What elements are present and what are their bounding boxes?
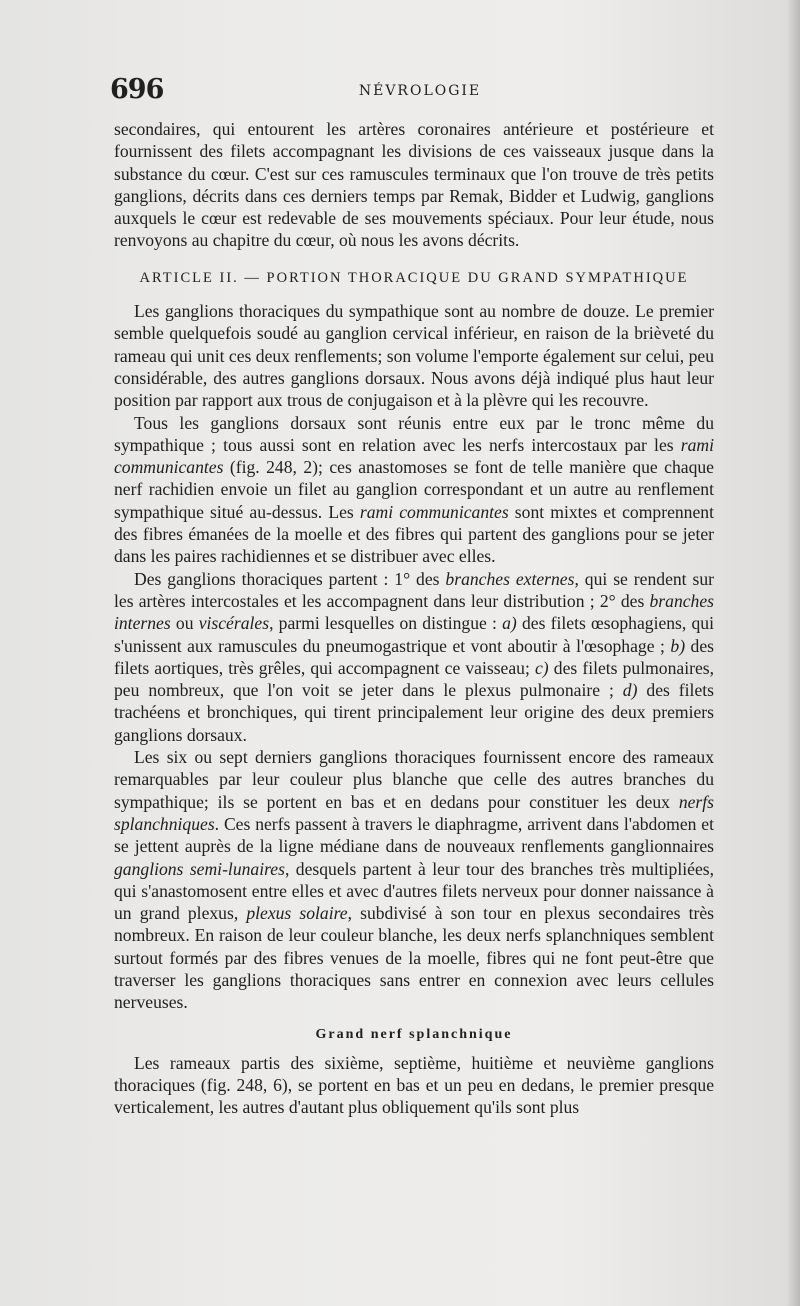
italic-term: viscérales (198, 613, 270, 634)
paragraph-6: Les rameaux partis des sixième, septième, huitième et neuvième ganglions thoraciques (fig. 248, 6), se portent en bas et un peu en dedans, le premier presque verticalement, les autres d'autant plus obliquement qu'ils sont plus (114, 1052, 714, 1118)
paragraph-3 (114, 412, 714, 568)
article-title: ARTICLE II. — PORTION THORACIQUE DU GRAND SYMPATHIQUE (139, 269, 689, 286)
paragraph-1: secondaires, qui entourent les artères coronaires antérieure et postérieure et fournissent des filets accompagnant les divisions de ces vaisseaux jusque dans la substance du cœur. C'est sur ces ramuscules terminaux que l'on trouve de très petits ganglions, décrits dans ces derniers temps par Remak, Bidder et Ludwig, ganglions auxquels le cœur est redevable de ses mouvements spéciaux. Pour leur étude, nous renvoyons au chapitre du cœur, où nous les avons décrits. (114, 119, 714, 251)
page-number: 696 (110, 74, 164, 105)
text-run: Des ganglions thoraciques partent : 1° des (134, 568, 446, 589)
text-run: sont mixtes et comprennent des fibres émanées de la moelle et des fibres qui partent des ganglions pour se jeter dans les paires rachidiennes et se distribuer avec elles. (114, 501, 714, 567)
page-edge-shadow (786, 0, 800, 1306)
text-run: , parmi lesquelles on distingue : (269, 613, 503, 634)
text-run: des filets œsophagiens, qui s'unissent aux ramuscules du pneumogastrique et vont aboutir à l'œsophage ; (114, 613, 714, 656)
list-marker: a) (502, 613, 517, 634)
text-run: Tous les ganglions dorsaux sont réunis entre eux par le tronc même du sympathique ; tous aussi sont en relation avec les nerfs intercostaux par les (114, 412, 714, 455)
text-run: ou (170, 613, 199, 634)
paragraph-5 (114, 746, 714, 1014)
text-run: , desquels partent à leur tour des branches très multipliées, qui s'anastomosent entre elles et avec d'autres filets nerveux pour donner naissance à un grand plexus, (114, 858, 714, 924)
text-run: des filets pulmonaires, peu nombreux, que l'on voit se jeter dans le plexus pulmonaire ; (114, 657, 714, 701)
text-run: , subdivisé à son tour en plexus secondaires très nombreux. En raison de leur couleur blanche, les deux nerfs splanchniques semblent surtout formés par des fibres venues de la moelle, fibres qui ne font peut-être que traverser les ganglions thoraciques sans entrer en connexion avec leurs cellules nerveuses. (114, 903, 714, 1013)
list-marker: d) (622, 680, 638, 701)
italic-term: ganglions semi-lunaires (114, 858, 285, 879)
page-body (114, 118, 714, 1119)
text-run: des filets trachéens et bronchiques, qui tirent principalement leur origine des deux premiers ganglions dorsaux. (114, 680, 714, 745)
page-header (110, 74, 730, 104)
italic-term: branches internes (114, 590, 714, 634)
text-run: , qui se rendent sur les artères intercostales et les accompagnent dans leur distribution ; 2° des (114, 568, 714, 611)
running-head: NÉVROLOGIE (358, 83, 482, 99)
italic-term: rami communicantes (359, 501, 509, 522)
paragraph-4 (114, 568, 714, 746)
list-marker: c) (534, 657, 549, 678)
italic-term: branches externes (445, 568, 575, 589)
italic-term: plexus solaire (246, 903, 348, 924)
text-run: . Ces nerfs passent à travers le diaphragme, arrivent dans l'abdomen et se jettent auprès de la ligne médiane dans de nouveaux renflements ganglionnaires (114, 813, 714, 857)
italic-term: rami communicantes (114, 434, 714, 478)
italic-term: nerfs splanchniques (114, 791, 714, 834)
paragraph-2: Les ganglions thoraciques du sympathique sont au nombre de douze. Le premier semble quelquefois soudé au ganglion cervical inférieur, en raison de la brièveté du rameau qui unit ces deux renflements; son volume l'emporte également sur celui, peu considérable, des autres ganglions dorsaux. Nous avons déjà indiqué plus haut leur position par rapport aux trous de conjugaison et à la plèvre qui les recouvre. (114, 301, 714, 411)
text-run: des filets aortiques, très grêles, qui accompagnent ce vaisseau; (114, 635, 714, 678)
list-marker: b) (670, 635, 686, 656)
text-run: (fig. 248, 2); ces anastomoses se font de telle manière que chaque nerf rachidien envoie un filet au ganglion correspondant et un autre au renflement sympathique situé au-dessus. Les (114, 457, 714, 522)
text-run: Les six ou sept derniers ganglions thoraciques fournissent encore des rameaux remarquables par leur couleur plus blanche que celle des autres branches du sympathique; ils se portent en bas et en dedans pour constituer les deux (114, 747, 714, 812)
section-title: Grand nerf splanchnique (315, 1026, 513, 1042)
